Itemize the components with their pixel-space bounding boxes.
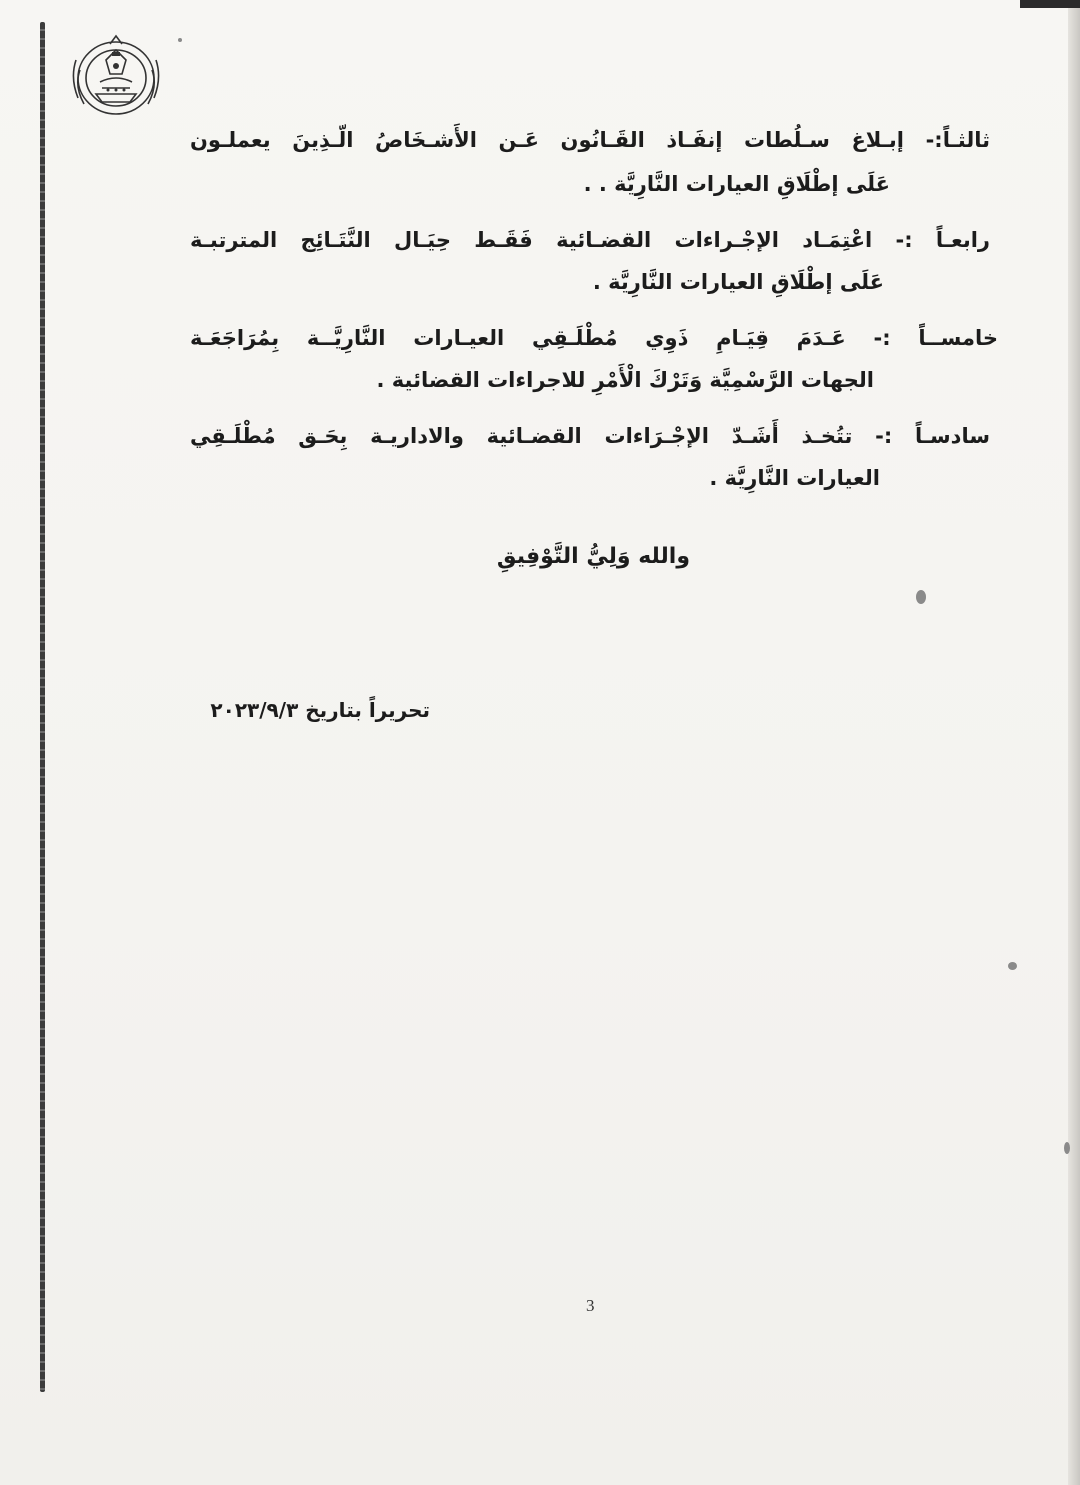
scan-speck (178, 38, 182, 42)
scan-speck (916, 590, 926, 604)
coat-of-arms-emblem (66, 30, 166, 122)
document-date: تحريراً بتاريخ ٢٠٢٣/٩/٣ (210, 698, 430, 722)
page-edge-shadow (1068, 0, 1080, 1485)
closing-phrase: والله وَلِيُّ التَّوْفِيقِ (496, 544, 690, 569)
clause-third-line-2: عَلَى إطْلَاقِ العيارات النَّارِيَّة . . (583, 172, 890, 196)
scan-border (1020, 0, 1080, 8)
clause-sixth-line-1: سادسـاً :- تتُخـذ أَشَـدّ الإجْـرَاءات القضـائية والاداريـة بِحَـق مُطْلَـقِي (190, 424, 990, 448)
scan-speck (1064, 1142, 1070, 1154)
clause-fifth-line-2: الجهات الرَّسْمِيَّة وَتَرْكَ الْأَمْرِ للاجراءات القضائية . (376, 368, 874, 392)
clause-sixth-line-2: العيارات النَّارِيَّة . (709, 466, 880, 490)
page-number: 3 (586, 1296, 595, 1315)
clause-fourth-line-1: رابعـاً :- اعْتِمَـاد الإجْـراءات القضـائية فَقَـط حِيَـال النَّتَـائِج المترتبـة (190, 228, 990, 252)
clause-fifth-line-1: خامســاً :- عَـدَمَ قِيَـامِ ذَوِي مُطْلَـقِي العيـارات النَّارِيَّــة بِمُرَاجَعَـة (190, 326, 998, 350)
scan-speck (1008, 962, 1017, 970)
binding-margin-line (40, 22, 45, 1392)
clause-third-line-1: ثالثـاً:- إبـلاغ سـلُطات إنفَـاذ القَـانُون عَـن الأَشـخَاصُ الّـذِينَ يعملـون (190, 128, 990, 152)
clause-fourth-line-2: عَلَى إطْلَاقِ العيارات النَّارِيَّة . (592, 270, 884, 294)
